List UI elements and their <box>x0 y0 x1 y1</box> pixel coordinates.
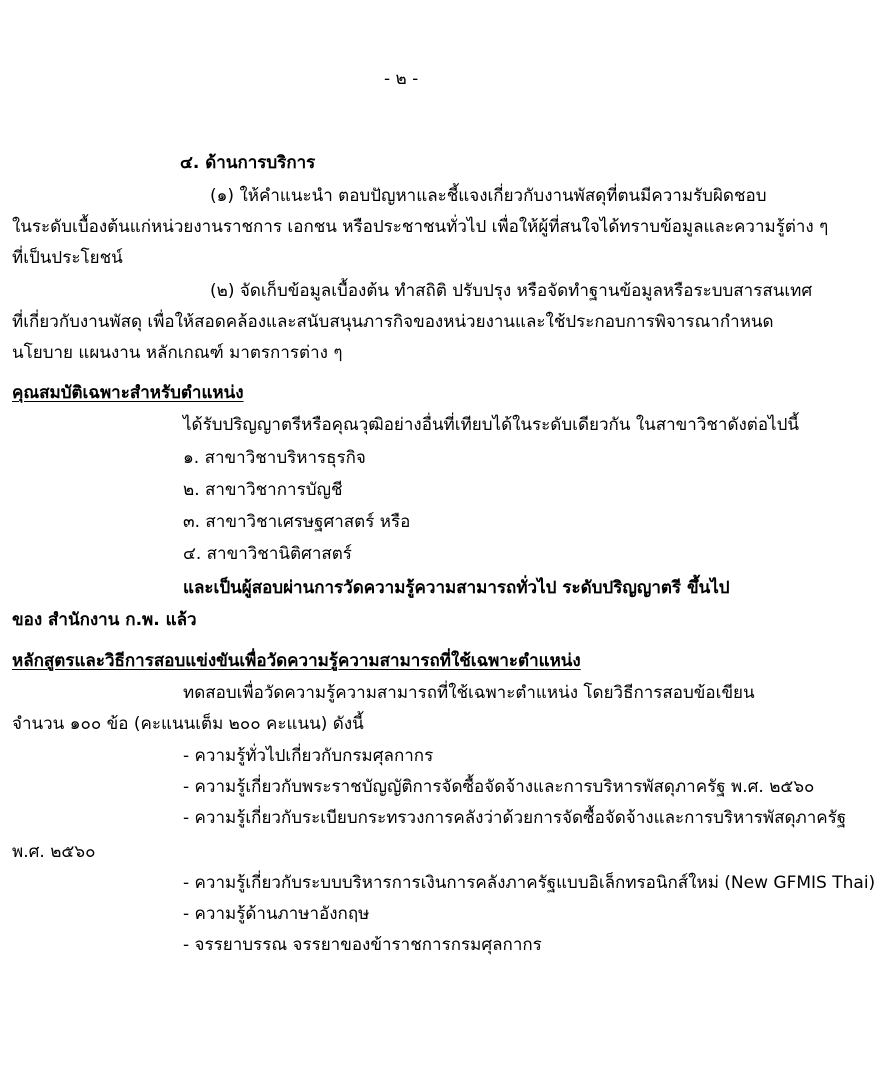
section-4-item-1-line-1: (๑) ให้คำแนะนำ ตอบปัญหาและชี้แจงเกี่ยวกับงานพัสดุที่ตนมีความรับผิดชอบ <box>210 186 767 206</box>
section-4-item-2-line-1: (๒) จัดเก็บข้อมูลเบื้องต้น ทำสถิติ ปรับปรุง หรือจัดทำฐานข้อมูลหรือระบบสารสนเทศ <box>210 281 813 301</box>
qualifications-intro: ได้รับปริญญาตรีหรือคุณวุฒิอย่างอื่นที่เทียบได้ในระดับเดียวกัน ในสาขาวิชาดังต่อไปนี้ <box>183 415 800 435</box>
section-4-item-1-line-3: ที่เป็นประโยชน์ <box>12 248 123 268</box>
qualification-field-3: ๓. สาขาวิชาเศรษฐศาสตร์ หรือ <box>183 512 411 532</box>
curriculum-topic-2: - ความรู้เกี่ยวกับพระราชบัญญัติการจัดซื้อจัดจ้างและการบริหารพัสดุภาครัฐ พ.ศ. ๒๕๖๐ <box>183 777 815 797</box>
exam-requirement-line-2: ของ สำนักงาน ก.พ. แล้ว <box>12 610 197 630</box>
curriculum-topic-3-continuation: พ.ศ. ๒๕๖๐ <box>12 842 96 862</box>
curriculum-intro-line-1: ทดสอบเพื่อวัดความรู้ความสามารถที่ใช้เฉพาะตำแหน่ง โดยวิธีการสอบข้อเขียน <box>183 683 755 703</box>
section-4-item-2-line-2: ที่เกี่ยวกับงานพัสดุ เพื่อให้สอดคล้องและสนับสนุนภารกิจของหน่วยงานและใช้ประกอบการพิจารณากำหนด <box>12 312 774 332</box>
qualification-field-2: ๒. สาขาวิชาการบัญชี <box>183 480 343 500</box>
curriculum-topic-5: - ความรู้ด้านภาษาอังกฤษ <box>183 904 370 924</box>
curriculum-topic-6: - จรรยาบรรณ จรรยาของข้าราชการกรมศุลกากร <box>183 935 542 955</box>
section-4-item-2-line-3: นโยบาย แผนงาน หลักเกณฑ์ มาตรการต่าง ๆ <box>12 343 343 363</box>
section-4-heading: ๔. ด้านการบริการ <box>180 153 316 173</box>
curriculum-topic-3: - ความรู้เกี่ยวกับระเบียบกระทรวงการคลังว่าด้วยการจัดซื้อจัดจ้างและการบริหารพัสดุภาครัฐ <box>183 808 847 828</box>
curriculum-topic-4: - ความรู้เกี่ยวกับระบบบริหารการเงินการคลังภาครัฐแบบอิเล็กทรอนิกส์ใหม่ (New GFMIS Thai) <box>183 873 875 893</box>
exam-requirement-line-1: และเป็นผู้สอบผ่านการวัดความรู้ความสามารถทั่วไป ระดับปริญญาตรี ขึ้นไป <box>183 578 730 598</box>
curriculum-topic-1: - ความรู้ทั่วไปเกี่ยวกับกรมศุลกากร <box>183 746 434 766</box>
section-4-item-1-line-2: ในระดับเบื้องต้นแก่หน่วยงานราชการ เอกชน หรือประชาชนทั่วไป เพื่อให้ผู้ที่สนใจได้ทราบข้อมูลและความรู้ต่าง ๆ <box>12 217 829 237</box>
qualifications-heading: คุณสมบัติเฉพาะสำหรับตำแหน่ง <box>12 383 244 403</box>
qualification-field-1: ๑. สาขาวิชาบริหารธุรกิจ <box>183 448 366 468</box>
curriculum-intro-line-2: จำนวน ๑๐๐ ข้อ (คะแนนเต็ม ๒๐๐ คะแนน) ดังนี้ <box>12 714 364 734</box>
page-number: - ๒ - <box>384 69 419 89</box>
qualification-field-4: ๔. สาขาวิชานิติศาสตร์ <box>183 544 352 564</box>
curriculum-heading: หลักสูตรและวิธีการสอบแข่งขันเพื่อวัดความรู้ความสามารถที่ใช้เฉพาะตำแหน่ง <box>12 651 581 671</box>
